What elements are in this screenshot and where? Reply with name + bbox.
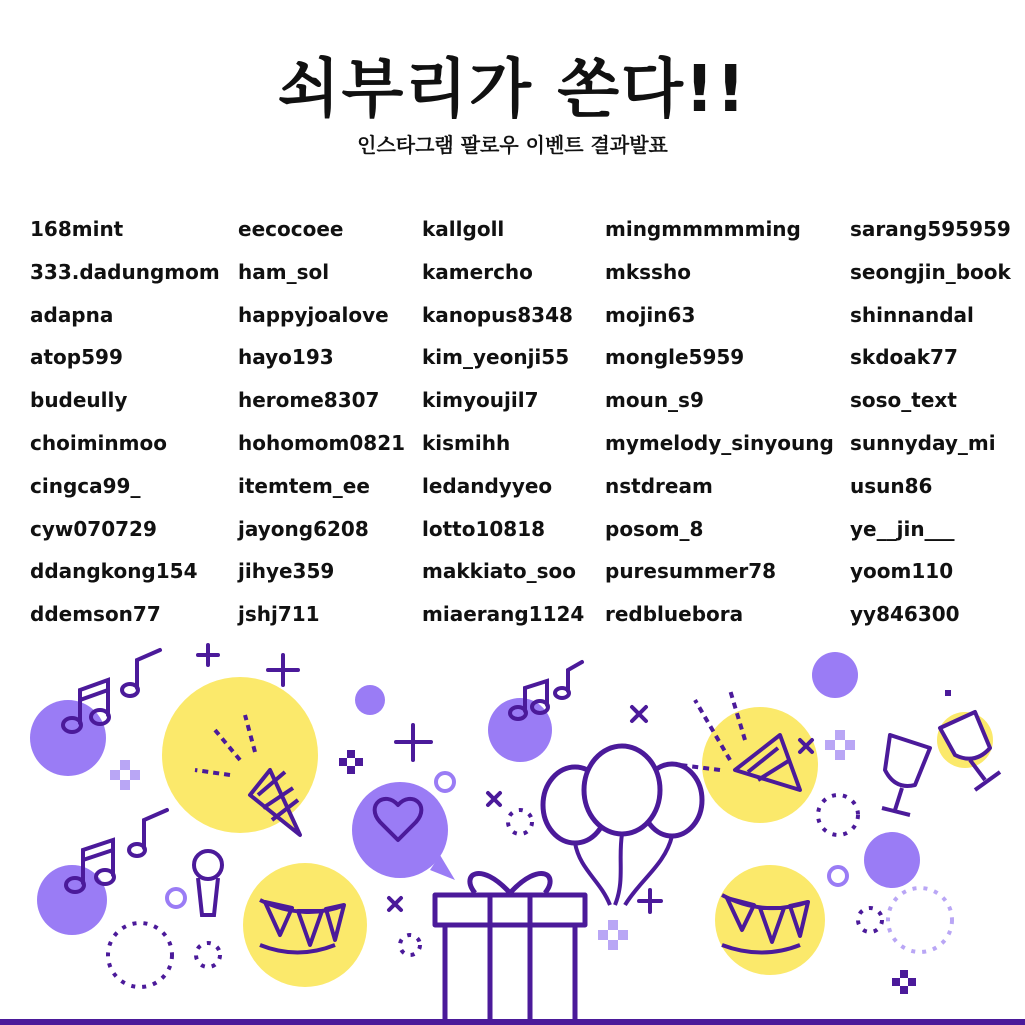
purple-blob: [864, 832, 920, 888]
winner-name: ddangkong154: [30, 559, 198, 584]
winner-name: atop599: [30, 345, 123, 370]
winner-column-2: [238, 208, 405, 636]
purple-blob: [812, 652, 858, 698]
winner-name: choiminmoo: [30, 430, 167, 455]
winner-name: jayong6208: [238, 516, 369, 541]
winner-name: yoom110: [850, 559, 954, 584]
winner-name: posom_8: [605, 516, 704, 541]
winner-name: ddemson77: [30, 602, 161, 627]
winner-name: kanopus8348: [422, 302, 573, 327]
winner-name: usun86: [850, 473, 933, 498]
winner-name: mingmmmmming: [605, 217, 801, 241]
winner-name: kismihh: [422, 430, 511, 455]
winner-name: sarang595959: [850, 217, 1011, 241]
winner-name: kamercho: [422, 259, 533, 284]
music-notes-icon: [66, 810, 167, 892]
winner-name: ham_sol: [238, 259, 330, 284]
winner-name: kimyoujil7: [422, 388, 539, 413]
purple-blob: [355, 685, 385, 715]
winner-column-3: [422, 208, 584, 636]
bottom-divider: [0, 1019, 1025, 1025]
champagne-glasses-icon: [882, 712, 1000, 815]
winner-name: hayo193: [238, 345, 334, 370]
winner-name: 168mint: [30, 217, 124, 241]
winner-name: ye__jin___: [850, 516, 955, 541]
party-illustration: [0, 640, 1025, 1025]
winner-column-1: [30, 208, 220, 636]
winner-name: jihye359: [238, 559, 335, 584]
winner-name: eecocoee: [238, 217, 344, 241]
winner-column-4: [605, 208, 834, 636]
winner-name: miaerang1124: [422, 602, 585, 627]
winner-name: jshj711: [238, 602, 320, 627]
event-subtitle: 인스타그램 팔로우 이벤트 결과발표: [357, 133, 668, 157]
winner-name: hohomom0821: [238, 430, 406, 455]
winner-name: moun_s9: [605, 388, 704, 413]
winner-name: itemtem_ee: [238, 473, 370, 498]
winner-name: budeully: [30, 388, 128, 413]
winner-name: cyw070729: [30, 516, 157, 541]
winner-name: ledandyyeo: [422, 473, 553, 498]
winner-name: lotto10818: [422, 516, 546, 541]
gift-box-icon: [435, 873, 585, 1025]
microphone-icon: [194, 851, 222, 915]
winner-name: mojin63: [605, 302, 696, 327]
dotted-ring-icon: [888, 888, 952, 952]
winner-name: sunnyday_mi: [850, 430, 996, 455]
winner-name: happyjoalove: [238, 302, 389, 327]
event-title: 쇠부리가 쏜다!!: [277, 53, 748, 127]
winner-name: kallgoll: [422, 217, 505, 241]
winner-name: nstdream: [605, 473, 713, 498]
yellow-blob: [715, 865, 825, 975]
winner-name: soso_text: [850, 388, 957, 413]
winner-name: 333.dadungmom: [30, 259, 220, 284]
winner-name: redbluebora: [605, 602, 744, 627]
music-notes-icon: [63, 650, 160, 732]
balloons-icon: [543, 746, 702, 905]
winner-name: skdoak77: [850, 345, 958, 370]
winner-name: mongle5959: [605, 345, 745, 370]
purple-blob: [352, 782, 448, 878]
winner-name: makkiato_soo: [422, 559, 576, 584]
winner-name: seongjin_book: [850, 259, 1011, 284]
winner-name: shinnandal: [850, 302, 974, 327]
winner-name: mymelody_sinyoung: [605, 430, 834, 455]
winner-column-5: [850, 208, 1011, 636]
winner-name: puresummer78: [605, 559, 777, 584]
winner-name: kim_yeonji55: [422, 345, 570, 370]
winner-name: cingca99_: [30, 473, 141, 498]
winner-name: adapna: [30, 302, 114, 327]
winner-name: mkssho: [605, 259, 691, 284]
winner-name: herome8307: [238, 388, 380, 413]
winner-name: yy846300: [850, 602, 960, 627]
yellow-blob: [162, 677, 318, 833]
